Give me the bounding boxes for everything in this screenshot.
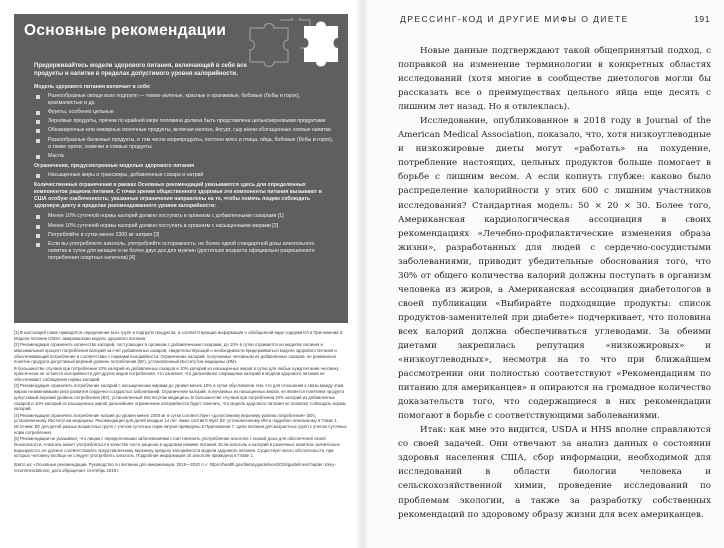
book-gutter (355, 0, 369, 548)
list-item: Обезжиренные или нежирные молочные продукты, включая молоко, йогурт, сыр и/или обогащенные соевые напитки (34, 127, 334, 134)
footnote: [4] Рекомендация ограничить потребление натрия до уровня менее 2300 мг в сутки соответствует «допустимому верхнему уровню потребления» (ВУ), установленному Институтом медицины. Рекомендация для детей младше 14 лет также соответствует ВУ, установленному ИМ и подробно описанному в Главе 1. Источник: ВУ для детей разных возрастных групп с учетом суточных норм натрия приведены в Приложении 7. Цели питания для возрастных групп с учетом суточных норм потребления. (14, 412, 347, 435)
sidebar-lead: Придерживайтесь модели здорового питания, включающей в себя все продукты и напитки в пределах допустимого уровня калорийности. (34, 63, 247, 77)
includes-header: Модель здорового питания включает в себя: (34, 84, 151, 90)
list-item: Разнообразные белковые продукты, в том числе морепродукты, постное мясо и птица, яйца, бобовые (бобы и горох), а также орехи, семечки и соевые продукты (34, 137, 334, 151)
list-item: Если вы употребляете алкоголь, употребляйте осторожность: не более одной стандартной дозы алкогольного напитка в сутки для женщин и не более двух доз для мужчин (достигших возраста официально разрешенного потребления спиртных напитков) [4] (34, 241, 334, 262)
list-item: Менее 10% суточной нормы калорий должно поступать в организм с насыщенными жирами [2] (34, 223, 334, 230)
list-item: Потребляйте в сутки менее 2300 мг натрия [3] (34, 232, 334, 239)
list-item: Насыщенные жиры и трансжиры, добавленные сахара и натрий (34, 172, 334, 179)
list-item: Масла (34, 153, 334, 160)
list-item: Зерновые продукты, причем по крайней мере половина должна быть представлена цельнозерновыми продуктами (34, 118, 334, 125)
limits-list (34, 172, 334, 179)
sidebar-footnotes (14, 330, 348, 474)
paragraph: Новые данные подтверждают такой общепринятый подход, с поправкой на изменение терминологии в конкретных областях исследований (хотя многие в сообществе диетологов могли бы рассказать все о преимуществах цельного яйца еще десять с лишним лет назад. Но я отвлеклась). (398, 46, 711, 113)
paragraph: Итак: как мне это видится, USDA и HHS вполне справляются со своей задачей. Они отвечают за анализ данных о состоянии здоровья населения США, сбор информации, необходимой для исследований в области биологии человека и сельскохозяйственной химии, проведение исследований по проблемам экологии, а также за разработку собственных рекомендаций по здоровому образу жизни для всех американцев. (398, 425, 711, 520)
footnote: [3] Рекомендация ограничить потребление калорий с насыщенными жирами до уровня менее 10% в сутки обусловлена тем, что для отношения к связи между этим жиром незаменимыми риск развития сердечно-сосудистых заболеваний. Ограничение калорий, получаемых из насыщенных жиров, не является понятием продукта допустимый верхний уровень потребления (ВУ), установленный Институтом медицины. В большинстве случаев при потреблении 10% калорий из добавленных сахаров и 10% калорий из насыщенных жиров дальнейшее ограничение калорийности будет означать, что модель здорового питания не позволит соблюдать нормы калорий. (14, 383, 346, 412)
list-item: Разнообразные овощи всех подгрупп — темно-зеленые, красные и оранжевые, бобовые (бобы и горох), крахмалистые и др. (34, 93, 334, 107)
footnote: [2] Рекомендация ограничить количество калорий, поступающих в организм с добавленными сахарами, до 10% в сутки отражается на моделях питания и максимальный процент потребления калорий за счет добавленных сахаров, свидетельствующий о необходимости придерживаться модели здорового питания и обеспечивающий потребление в соответствии с нормами калорийности. Ограничение калорий, получаемых человеком из добавленных сахаров, не ревизионно понятие продукта допустимый верхний уровень потребления (ВУ), установленный Институтом медицины (ИМ). (14, 342, 337, 365)
source-note: Взято из: «Основные рекомендации. Руководство по питанию для американцев, 2015—2020 гг.»: https://health.gov/dietaryguidelines/2015/guidelines/chapter-1/key-recommendations/, дата обращения: сентябрь 2018 г. (14, 462, 336, 473)
running-head-title: ДРЕССИНГ-КОД И ДРУГИЕ МИФЫ О ДИЕТЕ (400, 14, 629, 24)
page-number: 191 (694, 14, 710, 24)
list-item: Менее 10% суточной нормы калорий должно поступать в организм с добавленными сахарами [1] (34, 213, 334, 220)
quantitative-limits-list (34, 213, 334, 262)
sidebar-body (34, 62, 334, 265)
footnote: В большинстве случаев при потреблении 10% калорий из добавленных сахаров и 10% калорий из насыщенных жиров в сутки для любых нужд питания человеку практически не остается калорийности для других видов потребления, что означает, что дальнейшее сокращение калорий в модели здорового питания не обеспечивает соблюдения нормы калорий. (14, 365, 339, 382)
quantitative-limits-text: Количественные ограничения в рамках Основных рекомендаций указываются здесь для определенных компонентов рациона питания. С точки зрения общественного здоровья эти компоненты питания вызывают в США особую озабоченность; указанные ограничения направлены на то, чтобы помочь людям соблюдать здоровую диету в пределах рекомендованного уровня калорийности: (34, 182, 322, 210)
key-recommendations-sidebar (14, 14, 348, 323)
list-item: Фрукты, особенно цельные (34, 109, 334, 116)
includes-list (34, 93, 334, 160)
limits-header: Ограничения, предусмотренные моделью здорового питания (34, 162, 195, 169)
paragraph: Исследование, опубликованное в 2018 году в Journal of the American Medical Association, показало, что, хотя низкоуглеводные и низкожировые диеты могут «работать» на похудение, потребление настоящих, цельных продуктов больше помогает в борьбе с лишним весом. А если копнуть глубже: каково было распределение калорийности у этих 600 с лишним участников исследования? Стандартная модель: 50 × 20 × 30. Более того, Американская кардиологическая ассоциация в своих рекомендациях «Лечебно-профилактические изменения образа жизни», разработанных для людей с сердечно-сосудистыми заболеваниями, приводит убедительные обоснования того, что 30% от общего количества калорий должны поступать в организм человека из жиров, а Американская ассоциация диабетологов в своей публикации «Выбирайте подходящие продукты: список продуктов-заменителей при диабете» подчеркивает, что половина всех калорий должна обеспечиваться углеводами. За обеими диетами закрепилась репутация «низкожировых» и «низкоуглеводных», несмотря на то что при ближайшем рассмотрении они полностью соответствуют «Рекомендациям по питанию для американцев» и опираются на громадное количество доказательств того, что содержащиеся в них рекомендации помогают в борьбе с соответствующими заболеваниями. (398, 116, 711, 422)
footnote: [1] В настоящей главе приводятся определения всех групп и подгрупп продуктов, а соответствующая информация о обобщенной виде содержится в Приложении 3. Модели питания USDA: американская модель здорового питания. (14, 330, 344, 341)
sidebar-title: Основные рекомендации (24, 22, 227, 39)
footnote: [5] Рекомендации не указывают, что лицам с определенными заболеваниями стоит начинать употребление алкоголя с низкой дозы для обеспечения своей безопасности. Алкоголь может употребляться в качестве части рациона в здоровом режиме питания. Если алкоголь и калорий в различных напитках значительно варьируются, не должно соответствовать представленному верхнему пределу калорийности модели здорового питания. Существует много обстоятельств, при которых человеку вообще не следует употреблять алкоголь. Подробная информация об алкоголе приведена в Главе 1. (14, 436, 340, 459)
right-page-text (398, 44, 711, 522)
